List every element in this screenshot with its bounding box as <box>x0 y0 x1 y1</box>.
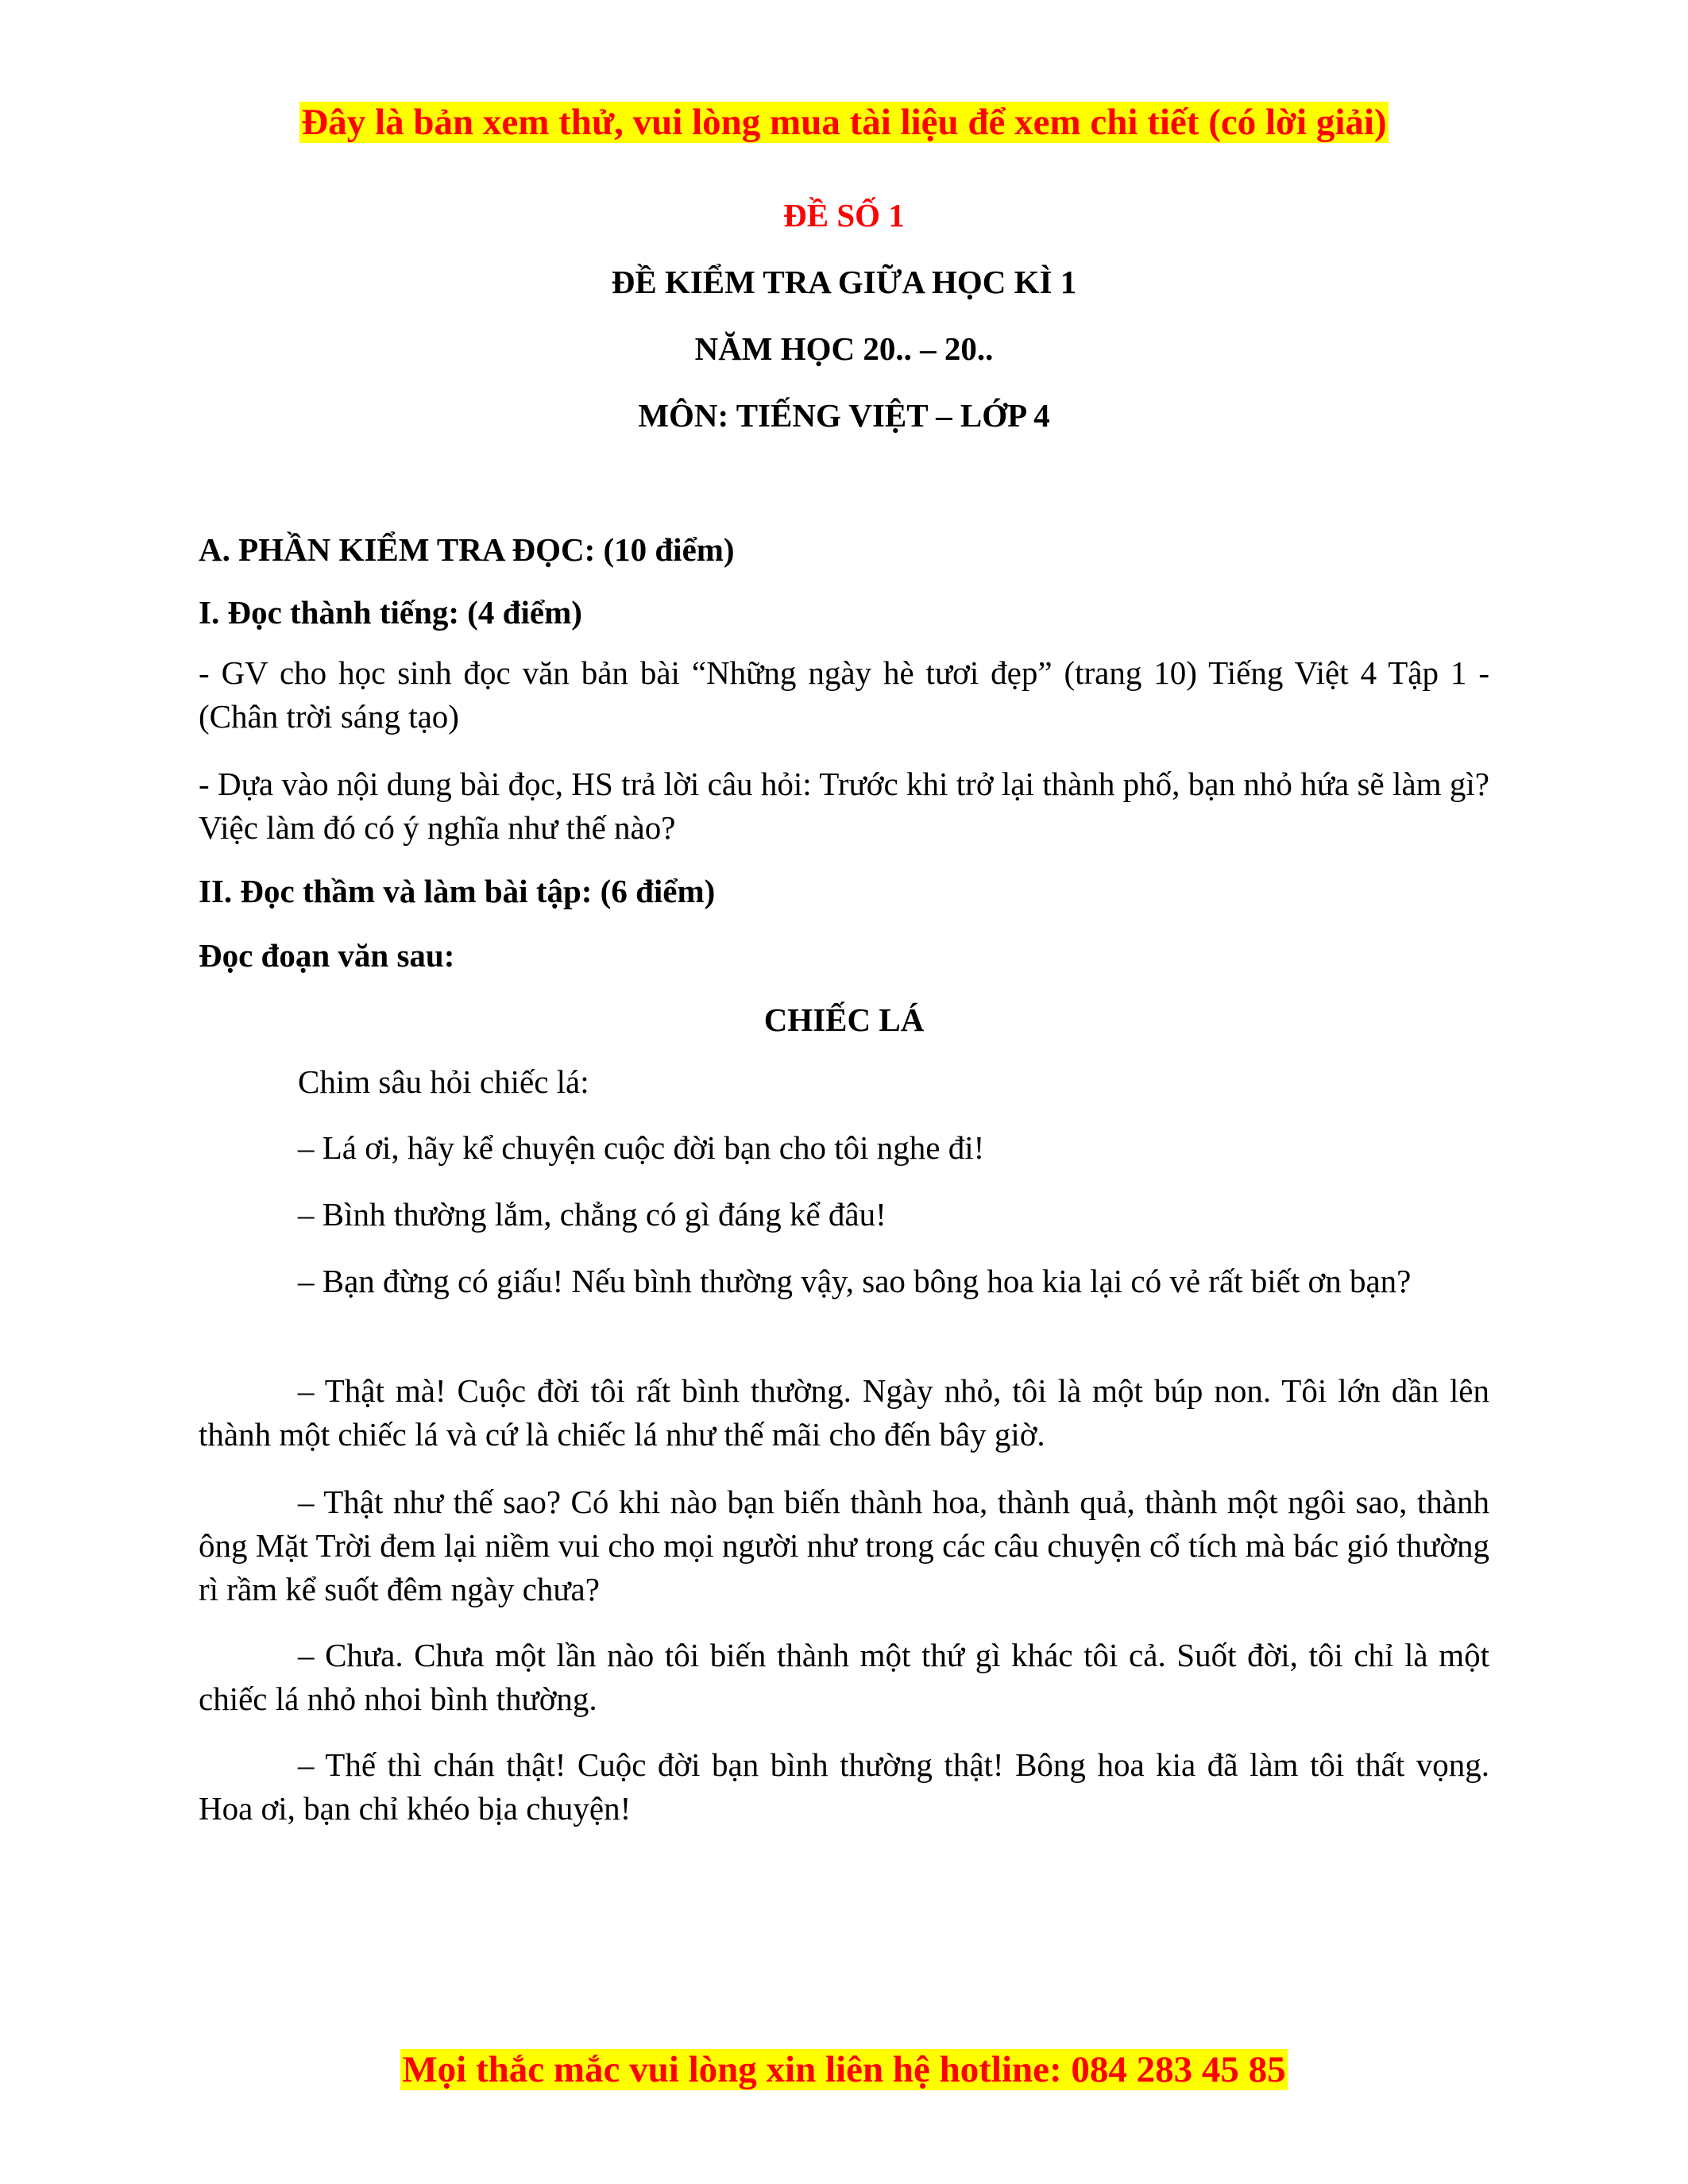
story-paragraph: – Lá ơi, hãy kể chuyện cuộc đời bạn cho tôi nghe đi! <box>298 1129 985 1166</box>
exam-number: ĐỀ SỐ 1 <box>783 197 905 233</box>
story-paragraph: – Bạn đừng có giấu! Nếu bình thường vậy, sao bông hoa kia lại có vẻ rất biết ơn bạn? <box>298 1263 1412 1299</box>
part2-heading: II. Đọc thầm và làm bài tập: (6 điểm) <box>199 873 716 909</box>
story-paragraph: – Thế thì chán thật! Cuộc đời bạn bình thường thật! Bông hoa kia đã làm tôi thất vọng. Hoa ơi, bạn chỉ khéo bịa chuyện! <box>199 1746 1489 1827</box>
part1-item-1: - GV cho học sinh đọc văn bản bài “Những ngày hè tươi đẹp” (trang 10) Tiếng Việt 4 Tập 1 - (Chân trời sáng tạo) <box>199 654 1489 735</box>
read-instruction: Đọc đoạn văn sau: <box>199 937 455 974</box>
exam-title: ĐỀ KIỂM TRA GIỮA HỌC KÌ 1 <box>611 264 1077 300</box>
story-paragraph: Chim sâu hỏi chiếc lá: <box>298 1063 589 1100</box>
subject-line: MÔN: TIẾNG VIỆT – LỚP 4 <box>638 397 1050 434</box>
story-title: CHIẾC LÁ <box>763 1001 925 1038</box>
story-paragraph: – Thật mà! Cuộc đời tôi rất bình thường. Ngày nhỏ, tôi là một búp non. Tôi lớn dần lên thành một chiếc lá và cứ là chiếc lá như thế mãi cho đến bây giờ. <box>199 1372 1489 1453</box>
story-paragraph: – Chưa. Chưa một lần nào tôi biến thành một thứ gì khác tôi cả. Suốt đời, tôi chỉ là một chiếc lá nhỏ nhoi bình thường. <box>199 1637 1489 1717</box>
part1-heading: I. Đọc thành tiếng: (4 điểm) <box>199 594 582 631</box>
school-year: NĂM HỌC 20.. – 20.. <box>694 330 994 367</box>
document-page <box>199 0 1489 2184</box>
part1-item-2: - Dựa vào nội dung bài đọc, HS trả lời câu hỏi: Trước khi trở lại thành phố, bạn nhỏ hứa sẽ làm gì? Việc làm đó có ý nghĩa như thế nào? <box>199 766 1489 846</box>
preview-notice-banner <box>199 98 1489 146</box>
section-a-heading: A. PHẦN KIỂM TRA ĐỌC: (10 điểm) <box>199 531 735 568</box>
story-paragraph: – Thật như thế sao? Có khi nào bạn biến thành hoa, thành quả, thành một ngôi sao, thành ông Mặt Trời đem lại niềm vui cho mọi người như trong các câu chuyện cổ tích mà bác gió thường rì rầm kể suốt đêm ngày chưa? <box>199 1484 1489 1607</box>
hotline-text: Mọi thắc mắc vui lòng xin liên hệ hotline: 084 283 45 85 <box>402 2049 1286 2090</box>
story-paragraph: – Bình thường lắm, chẳng có gì đáng kể đâu! <box>298 1196 886 1233</box>
hotline-banner <box>199 2046 1489 2093</box>
preview-notice-text: Đây là bản xem thử, vui lòng mua tài liệu để xem chi tiết (có lời giải) <box>301 102 1387 143</box>
